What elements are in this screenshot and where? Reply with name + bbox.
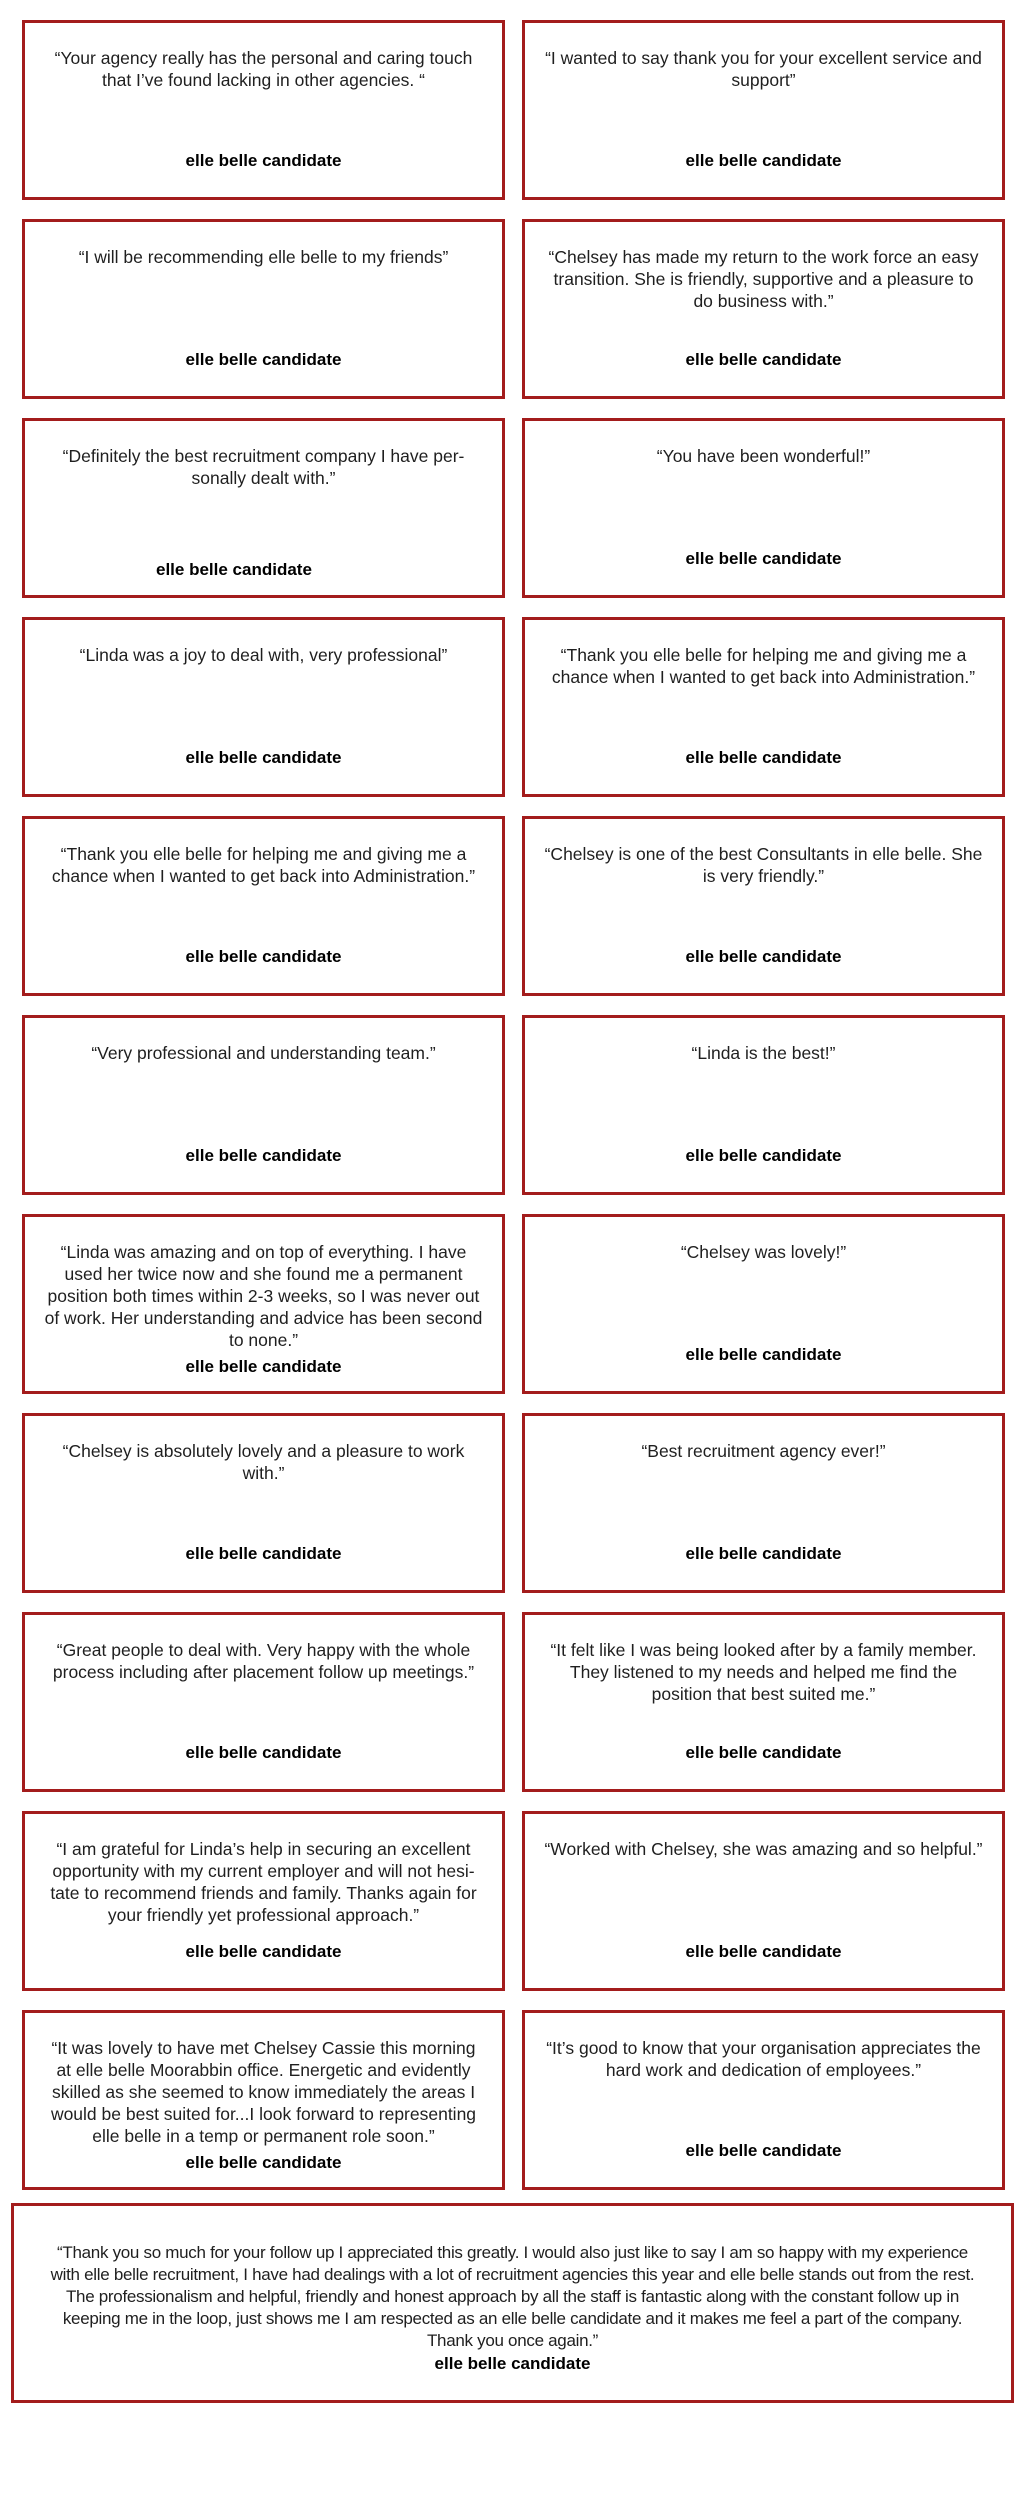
testimonial-quote: “Best recruitment agency ever!” [641, 1441, 886, 1461]
testimonial-author: elle belle candidate [185, 2153, 342, 2172]
testimonial-author: elle belle candidate [685, 1743, 842, 1762]
testimonial-author: elle belle candidate [685, 151, 842, 170]
testimonial-author: elle belle candidate [185, 1357, 342, 1376]
testimonial-card [522, 816, 1005, 996]
featured-testimonial-author: elle belle candidate [434, 2354, 591, 2373]
featured-testimonial-card [11, 2203, 1014, 2403]
testimonial-card [522, 1612, 1005, 1792]
testimonial-quote: “Linda was a joy to deal with, very professional” [79, 645, 448, 665]
testimonial-quote: “I will be recommending elle belle to my friends” [78, 247, 449, 267]
testimonial-card [522, 1015, 1005, 1195]
testimonial-author: elle belle candidate [685, 1942, 842, 1961]
testimonial-author: elle belle candidate [185, 1942, 342, 1961]
testimonial-author: elle belle candidate [185, 748, 342, 767]
testimonial-quote: “I wanted to say thank you for your excellent service and support” [545, 48, 982, 90]
testimonial-card [522, 617, 1005, 797]
testimonial-quote: “Worked with Chelsey, she was amazing and so helpful.” [544, 1839, 983, 1859]
testimonial-card [522, 418, 1005, 598]
testimonial-quote: “It felt like I was being looked after by a family member. They listened to my needs and helped me find the position that best suited me.” [550, 1640, 977, 1704]
testimonial-author: elle belle candidate [685, 350, 842, 369]
testimonial-card [22, 617, 505, 797]
testimonial-card [22, 1214, 505, 1394]
testimonial-card [22, 20, 505, 200]
testimonial-quote: “Great people to deal with. Very happy with the whole process including after placement follow up meetings.” [52, 1640, 475, 1682]
testimonial-quote: “Chelsey is absolutely lovely and a pleasure to work with.” [62, 1441, 465, 1483]
testimonial-card [22, 418, 505, 598]
testimonial-author: elle belle candidate [185, 1146, 342, 1165]
testimonial-author: elle belle candidate [156, 560, 312, 579]
testimonial-card [22, 1413, 505, 1593]
testimonial-card [22, 1612, 505, 1792]
testimonial-quote: “It was lovely to have met Chelsey Cassie this morning at elle belle Moorabbin office. Energetic and evidently skilled as she seemed to know immediately the areas I would be best suited for...I look forward to representing elle belle in a temp or permanent role soon.” [50, 2038, 477, 2146]
testimonial-card [22, 1811, 505, 1991]
testimonial-author: elle belle candidate [185, 1544, 342, 1563]
testimonial-author: elle belle candidate [185, 151, 342, 170]
testimonial-card [22, 816, 505, 996]
testimonial-card [522, 2010, 1005, 2190]
testimonial-author: elle belle candidate [685, 549, 842, 568]
testimonial-quote: “Thank you elle belle for helping me and giving me a chance when I wanted to get back into Administration.” [551, 645, 976, 687]
testimonial-quote: “Chelsey was lovely!” [680, 1242, 847, 1262]
testimonial-author: elle belle candidate [685, 1146, 842, 1165]
testimonial-author: elle belle candidate [185, 1743, 342, 1762]
testimonials-grid [22, 20, 1005, 2190]
testimonial-quote: “Chelsey is one of the best Consultants in elle belle. She is very friendly.” [544, 844, 983, 886]
testimonial-quote: “Linda was amazing and on top of everything. I have used her twice now and she found me a permanent position both times within 2-3 weeks, so I was never out of work. Her understanding and advice has been second to none.” [44, 1242, 483, 1350]
featured-testimonial-quote: “Thank you so much for your follow up I appreciated this greatly. I would also just like to say I am so happy with my experience with elle belle recruitment, I have had dealings with a lot of recruitment agencies this year and elle belle stands out from the rest. The professionalism and helpful, friendly and honest approach by all the staff is fantastic along with the constant follow up in keeping me in the loop, just shows me I am respected as an elle belle candidate and it makes me feel a part of the company. Thank you once again.” [50, 2243, 975, 2350]
testimonial-author: elle belle candidate [685, 947, 842, 966]
testimonial-quote: “Linda is the best!” [691, 1043, 836, 1063]
testimonial-author: elle belle candidate [685, 748, 842, 767]
testimonial-quote: “Definitely the best recruitment company I have per- sonally dealt with.” [62, 446, 465, 488]
testimonial-card [22, 2010, 505, 2190]
testimonial-author: elle belle candidate [685, 1544, 842, 1563]
testimonial-quote: “Very professional and understanding team.” [91, 1043, 436, 1063]
testimonial-card [522, 20, 1005, 200]
testimonial-author: elle belle candidate [185, 947, 342, 966]
testimonial-quote: “Chelsey has made my return to the work force an easy transition. She is friendly, supportive and a pleasure to do business with.” [548, 247, 979, 311]
testimonial-author: elle belle candidate [685, 1345, 842, 1364]
testimonial-quote: “Your agency really has the personal and caring touch that I’ve found lacking in other agencies. “ [54, 48, 473, 90]
testimonial-card [22, 219, 505, 399]
testimonial-card [522, 1811, 1005, 1991]
testimonial-card [522, 219, 1005, 399]
testimonial-card [22, 1015, 505, 1195]
testimonial-quote: “It’s good to know that your organisation appreciates the hard work and dedication of employees.” [546, 2038, 981, 2080]
testimonial-author: elle belle candidate [185, 350, 342, 369]
testimonial-quote: “You have been wonderful!” [656, 446, 871, 466]
testimonial-card [522, 1413, 1005, 1593]
testimonial-quote: “Thank you elle belle for helping me and giving me a chance when I wanted to get back into Administration.” [51, 844, 476, 886]
testimonial-card [522, 1214, 1005, 1394]
testimonial-author: elle belle candidate [685, 2141, 842, 2160]
testimonial-quote: “I am grateful for Linda’s help in securing an excellent opportunity with my current employer and will not hesi- tate to recommend friends and family. Thanks again for your friendly yet professional approach.” [50, 1839, 477, 1925]
